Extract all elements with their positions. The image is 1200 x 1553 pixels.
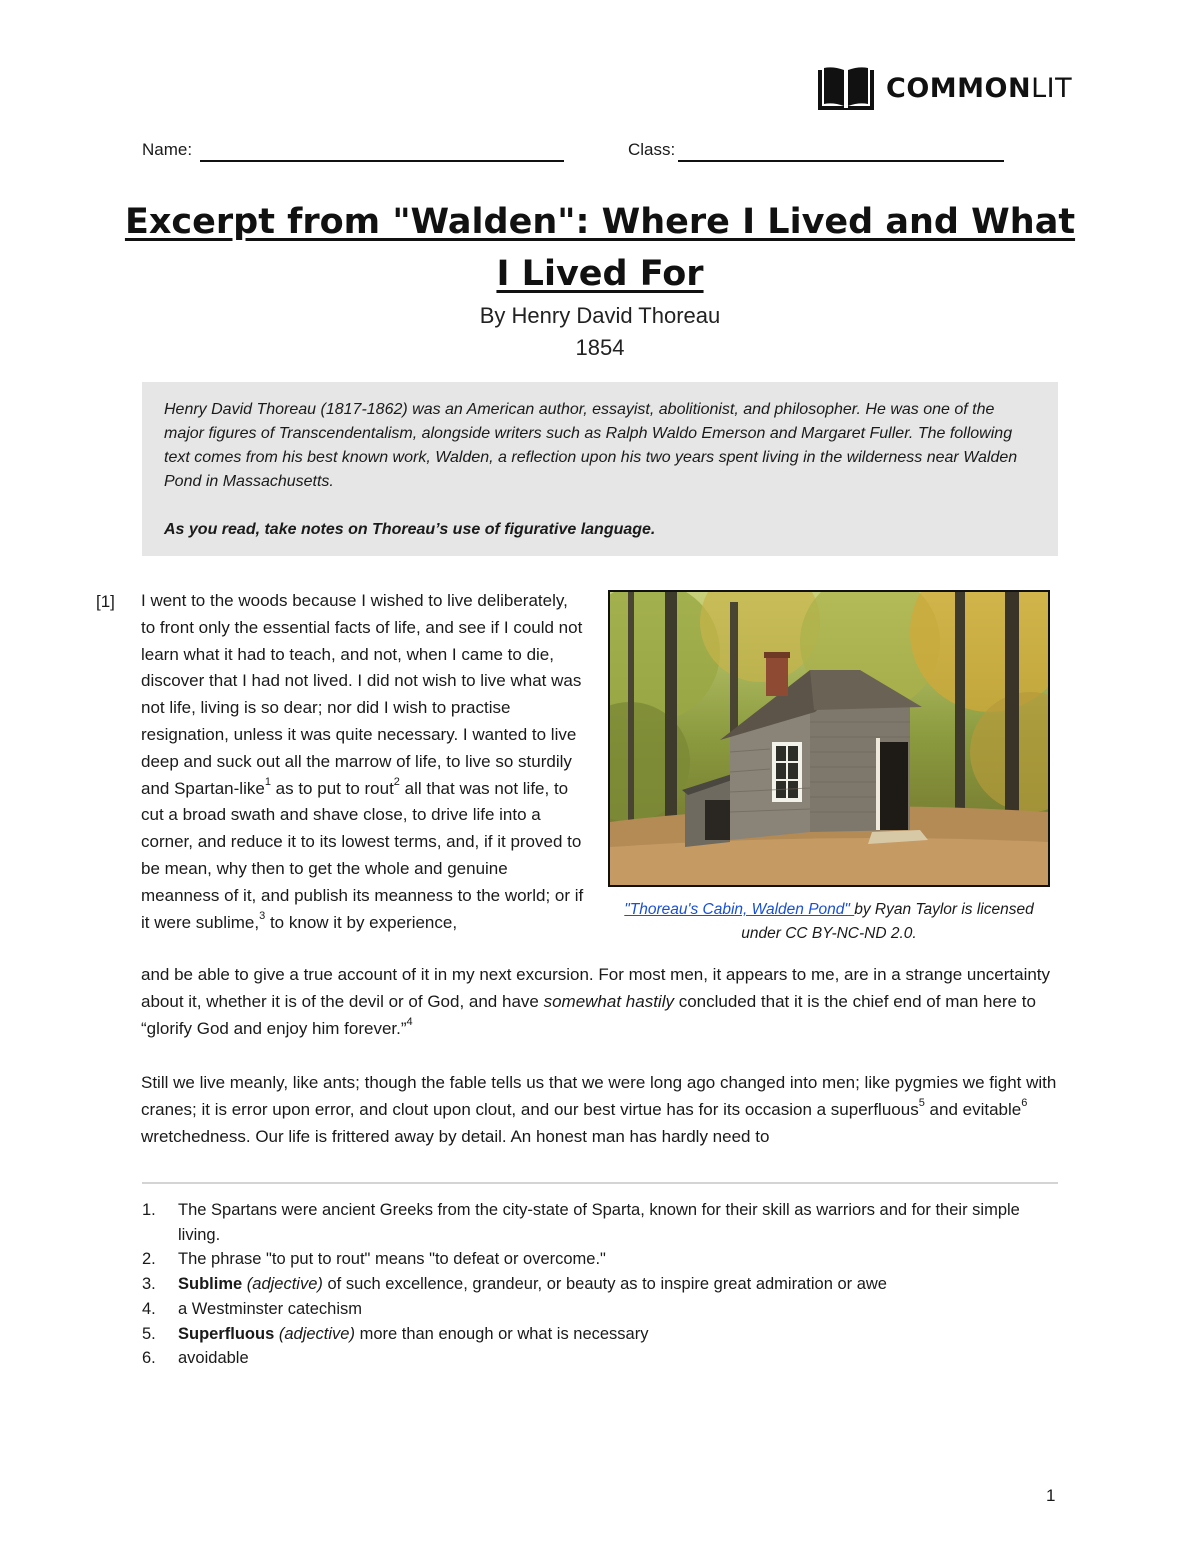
footnote-ref[interactable]: 3 <box>259 909 266 922</box>
footnote-part-of-speech: (adjective) <box>246 1275 323 1294</box>
year: 1854 <box>575 335 625 360</box>
photo-license: by Ryan Taylor is licensed under CC BY-NC-ND 2.0. <box>741 901 1034 942</box>
footnote-number: 3. <box>142 1275 156 1294</box>
byline <box>300 300 900 364</box>
text-span: to know it by experience, <box>265 912 458 932</box>
footnote-text: more than enough or what is necessary <box>354 1324 649 1343</box>
intro-box <box>142 382 1058 556</box>
emphasis: somewhat hastily <box>543 991 674 1011</box>
paragraph-1-continued <box>141 962 1061 1042</box>
text-span: I went to the woods because I wished to live deliberately, to front only the essential facts of life, and see if I could not learn what it had to teach, and not, when I came to die, discover that I had not lived. I did not wish to live what was not life, living is so dear; nor did I wish to practise resignation, unless it was quite necessary. I wanted to live deep and suck out all the marrow of life, to live so sturdily and Spartan-like <box>141 591 583 798</box>
text-span: Still we live meanly, like ants; though the fable tells us that we were long ago changed into men; like pygmies we fight with cranes; it is error upon error, and clout upon clout, and our best virtue has for its occasion a superfluous <box>141 1073 1057 1119</box>
paragraph-2 <box>141 1070 1061 1150</box>
footnote-term: Superfluous <box>178 1324 275 1343</box>
paragraph-1-wrapped <box>141 588 586 936</box>
cabin-photo <box>608 590 1050 887</box>
title-line-1: Excerpt from "Walden": Where I Lived and What <box>124 202 1076 242</box>
name-field[interactable] <box>200 160 564 162</box>
footnote-text: a Westminster catechism <box>178 1299 362 1318</box>
footnote-number: 6. <box>142 1349 156 1368</box>
photo-caption <box>608 898 1050 946</box>
footnote-item <box>142 1198 1058 1247</box>
paragraph-number: [1] <box>96 592 115 611</box>
reading-prompt: As you read, take notes on Thoreau’s use of figurative language. <box>164 521 656 538</box>
footnote-item <box>142 1322 1058 1347</box>
class-label: Class: <box>628 140 676 159</box>
footnote-number: 5. <box>142 1324 156 1343</box>
text-span: all that was not life, to cut a broad swath and shave close, to drive life into a corner, and reduce it to its lowest terms, and, if it proved to be mean, why then to get the whole and genuine meanness of it, and publish its meanness to the world; or if it were sublime, <box>141 778 584 932</box>
footnote-item <box>142 1272 1058 1297</box>
footnote-number: 4. <box>142 1299 156 1318</box>
logo-wordmark: COMMONLIT <box>886 72 1073 104</box>
text-span: and be able to give a true account of it in my next excursion. For most men, it appears to me, are in a strange uncertainty about it, whether it is of the devil or of God, and have <box>141 965 1051 1011</box>
name-label: Name: <box>142 140 193 159</box>
cabin-illustration <box>610 592 1048 885</box>
title-line-2: I Lived For <box>496 254 704 294</box>
footnote-ref[interactable]: 2 <box>393 775 400 788</box>
book-icon <box>818 66 874 110</box>
footnotes-list <box>142 1198 1058 1371</box>
footnote-ref[interactable]: 1 <box>264 775 271 788</box>
student-info-row <box>142 140 1062 164</box>
footnote-ref[interactable]: 5 <box>918 1097 925 1110</box>
text-span: wretchedness. Our life is frittered away by detail. An honest man has hardly need to <box>141 1126 770 1146</box>
intro-text: Henry David Thoreau (1817-1862) was an American author, essayist, abolitionist, and philosopher. He was one of the major figures of Transcendentalism, alongside writers such as Ralph Waldo Emerson and Margaret Fuller. The following text comes from his best known work, Walden, a reflection upon his two years spent living in the wilderness near Walden Pond in Massachusetts. <box>164 401 1018 490</box>
commonlit-logo <box>818 66 1072 110</box>
text-span: and evitable <box>924 1099 1022 1119</box>
footnote-ref[interactable]: 4 <box>406 1015 413 1028</box>
footnote-item <box>142 1346 1058 1371</box>
page-number: 1 <box>1046 1486 1056 1505</box>
footnote-item <box>142 1247 1058 1272</box>
footnote-number: 1. <box>142 1201 156 1219</box>
class-field[interactable] <box>678 160 1004 162</box>
footnote-number: 2. <box>142 1250 156 1269</box>
footnote-item <box>142 1297 1058 1322</box>
footnote-ref[interactable]: 6 <box>1021 1097 1028 1110</box>
footnote-text: The Spartans were ancient Greeks from the city-state of Sparta, known for their skill as warriors and for their simple living. <box>178 1201 1020 1244</box>
photo-source-link[interactable]: "Thoreau's Cabin, Walden Pond" <box>624 901 855 918</box>
footnote-divider <box>142 1182 1058 1184</box>
footnote-part-of-speech: (adjective) <box>278 1324 355 1343</box>
text-span: concluded that it is the chief end of man here to “glorify God and enjoy him forever.” <box>141 991 1036 1038</box>
footnote-text: The phrase "to put to rout" means "to defeat or overcome." <box>178 1250 606 1269</box>
footnote-term: Sublime <box>178 1275 243 1294</box>
footnote-text: avoidable <box>178 1349 249 1368</box>
footnote-text: of such excellence, grandeur, or beauty as to inspire great admiration or awe <box>322 1275 887 1294</box>
author: By Henry David Thoreau <box>479 303 721 328</box>
document-title <box>120 196 1080 300</box>
text-span: as to put to rout <box>270 778 394 798</box>
